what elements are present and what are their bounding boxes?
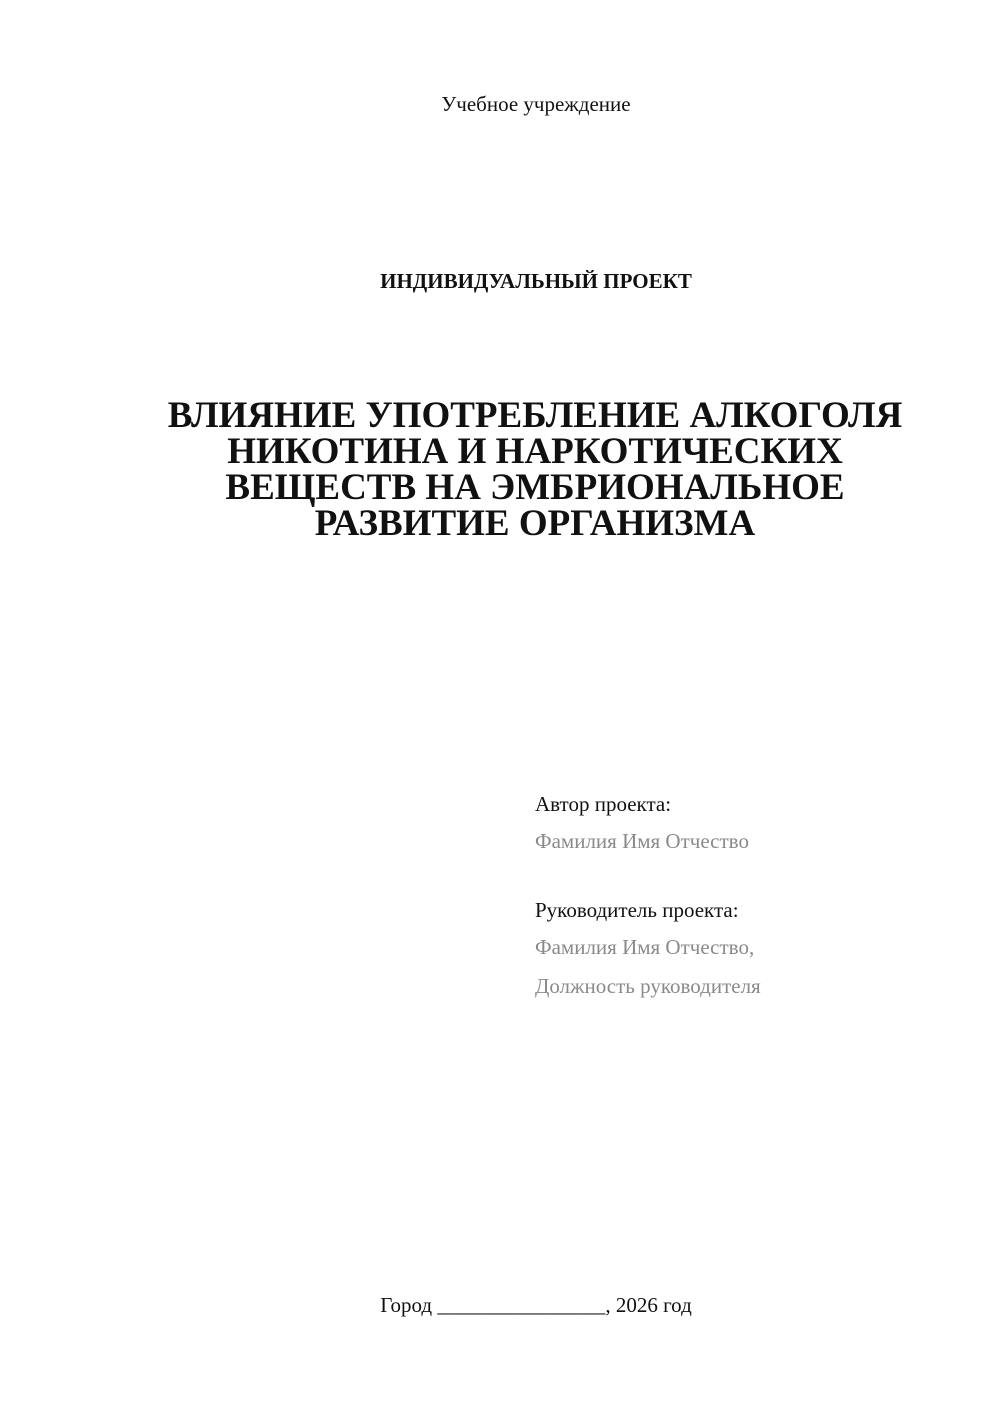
title-line: НИКОТИНА И НАРКОТИЧЕСКИХ xyxy=(227,431,843,472)
institution-name: Учебное учреждение xyxy=(441,92,631,116)
project-title xyxy=(130,395,940,544)
city-year-line: Город ________________, 2026 год xyxy=(380,1293,692,1317)
supervisor-position: Должность руководителя xyxy=(535,974,761,998)
author-block xyxy=(535,792,955,868)
title-line: ВЕЩЕСТВ НА ЭМБРИОНАЛЬНОЕ xyxy=(225,467,845,508)
author-label: Автор проекта: xyxy=(535,792,672,816)
author-name: Фамилия Имя Отчество xyxy=(535,829,749,853)
title-line: ВЛИЯНИЕ УПОТРЕБЛЕНИЕ АЛКОГОЛЯ xyxy=(167,395,903,436)
supervisor-label: Руководитель проекта: xyxy=(535,898,739,922)
project-type-heading: ИНДИВИДУАЛЬНЫЙ ПРОЕКТ xyxy=(380,269,692,293)
supervisor-name: Фамилия Имя Отчество, xyxy=(535,935,755,959)
supervisor-block xyxy=(535,898,955,1013)
title-line: РАЗВИТИЕ ОРГАНИЗМА xyxy=(314,503,756,544)
